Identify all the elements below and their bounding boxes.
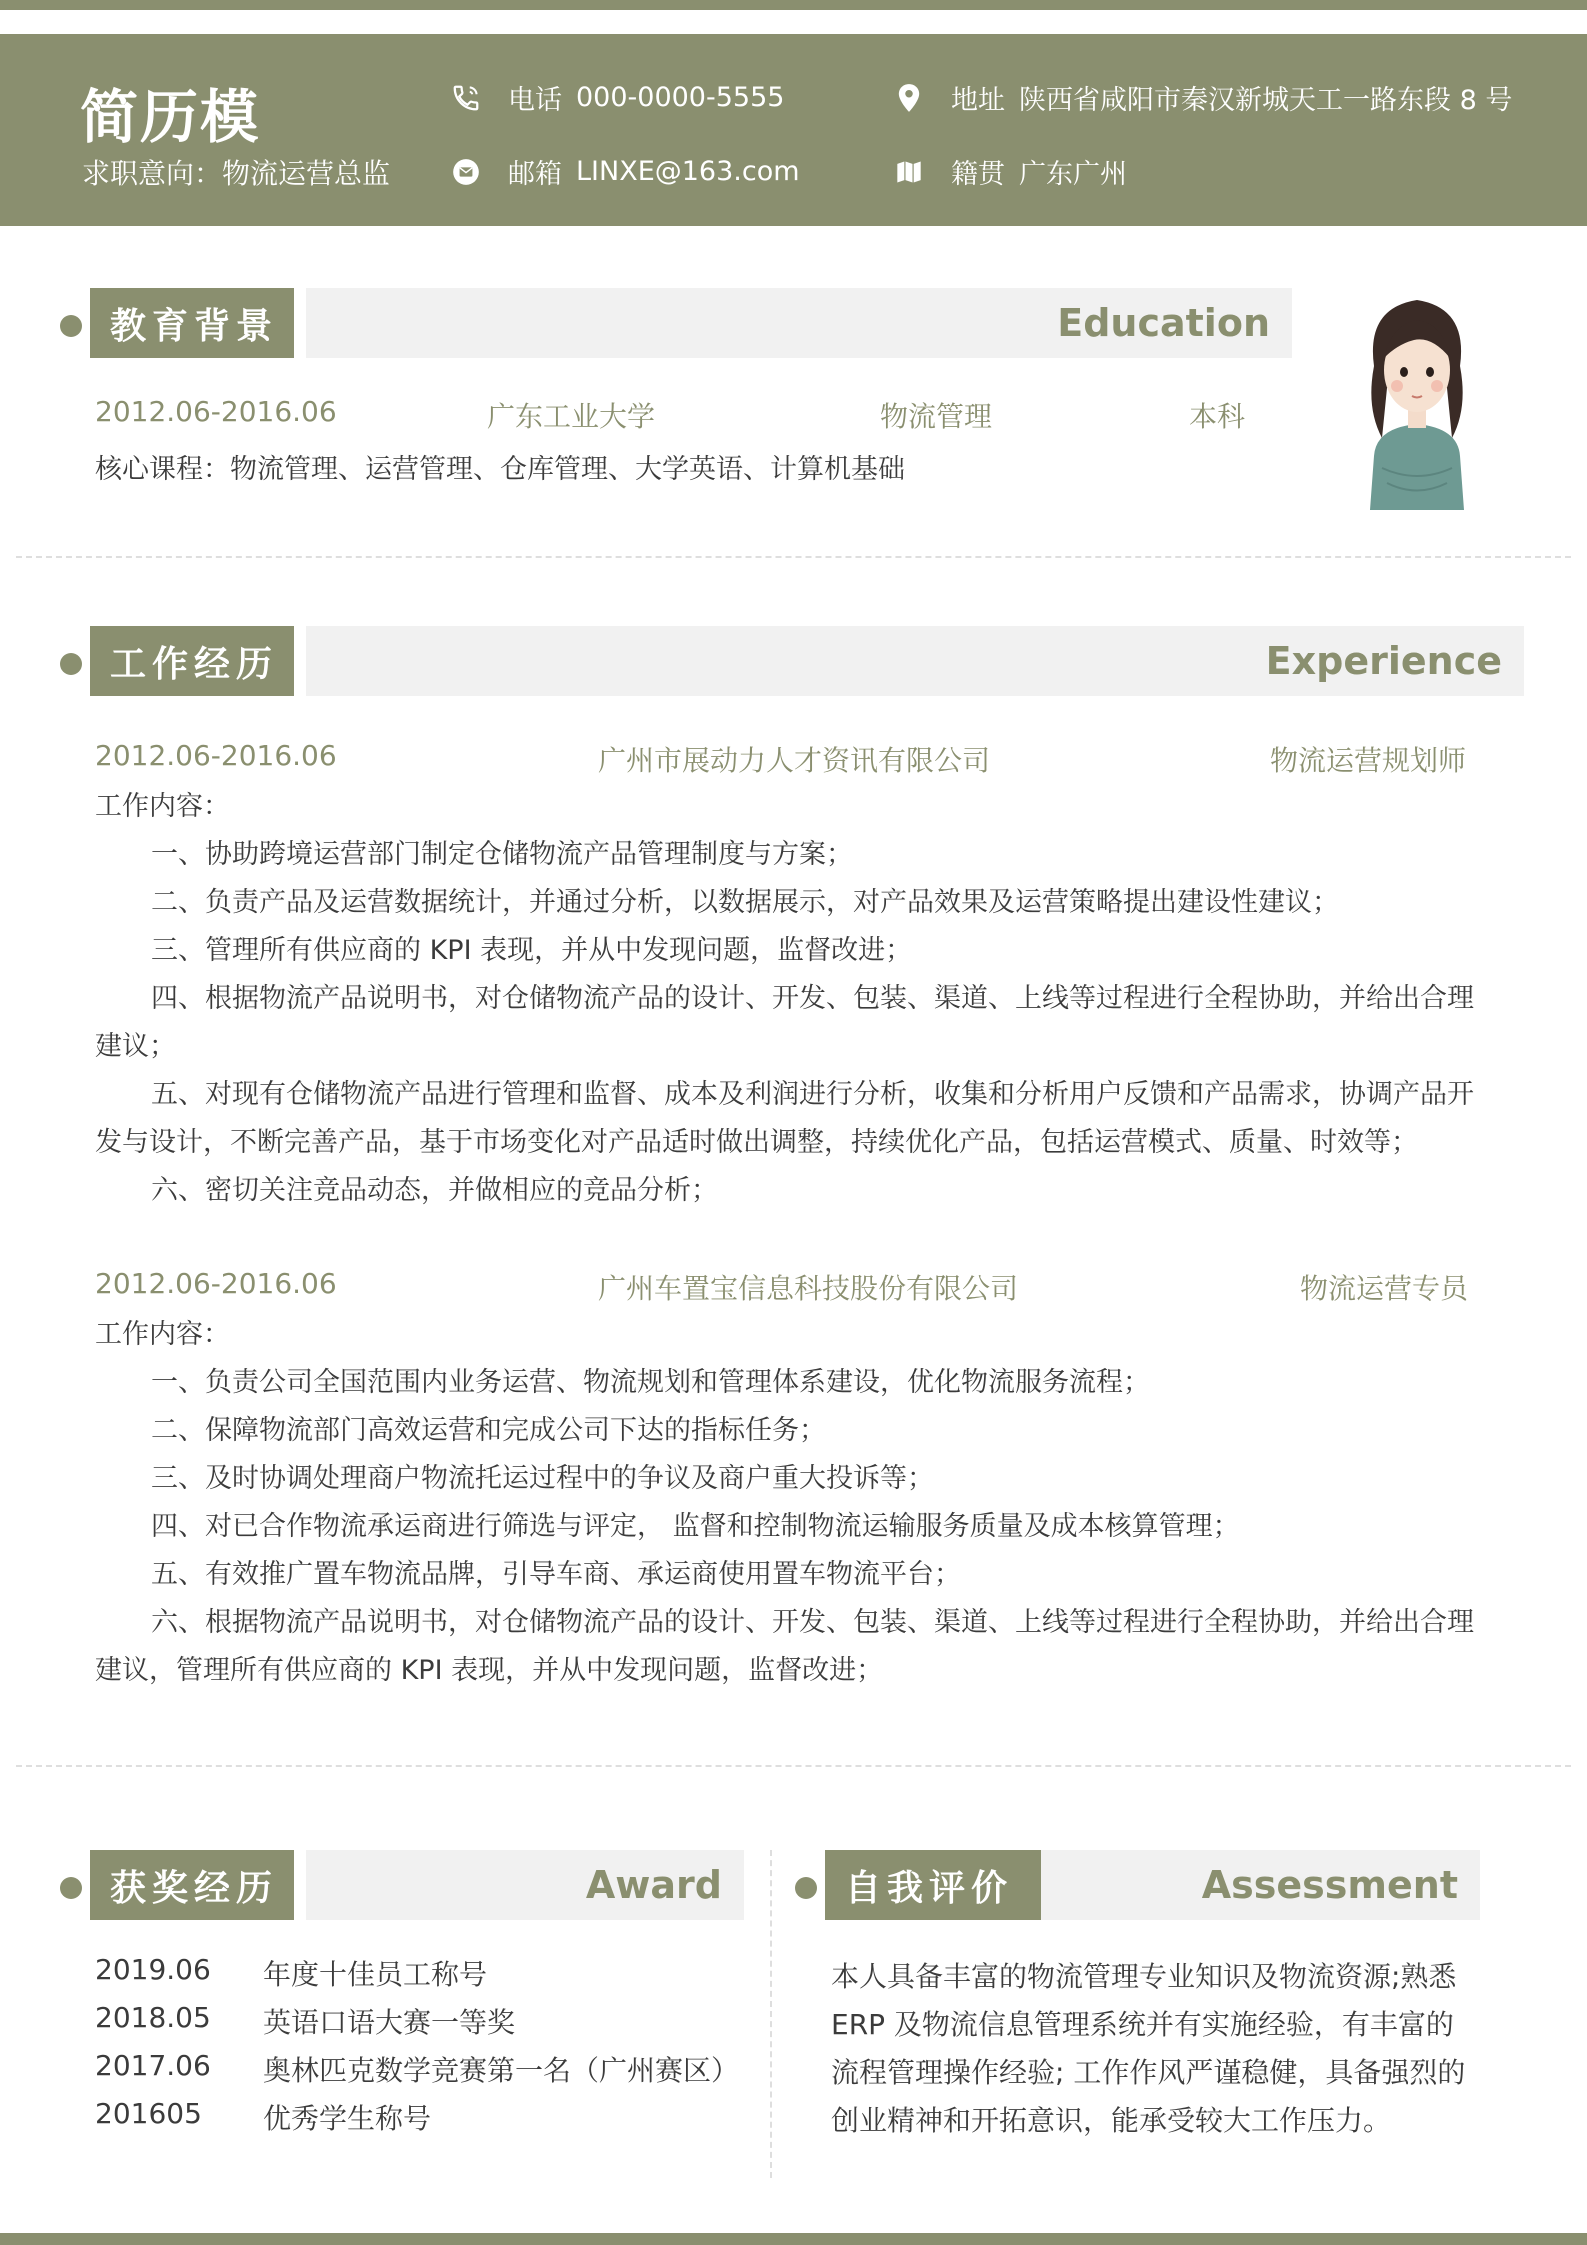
- award-item: [95, 2001, 739, 2049]
- top-accent-line: [0, 0, 1587, 10]
- phone-label: 电话: [508, 85, 562, 116]
- award-section-header: [60, 1850, 744, 1920]
- address-label: 地址: [951, 85, 1005, 116]
- job-item: 六、根据物流产品说明书，对仓储物流产品的设计、开发、包装、渠道、上线等过程进行全程协助，并给出合理建议，管理所有供应商的 KPI 表现，并从中发现问题，监督改进；: [95, 1607, 1474, 1686]
- award-name: 奥林匹克数学竞赛第一名（广州赛区）: [263, 2054, 740, 2087]
- education-period: 2012.06-2016.06: [95, 395, 337, 428]
- bullet-dot: [60, 315, 82, 337]
- section-divider: [16, 556, 1571, 558]
- column-divider: [770, 1850, 772, 2178]
- assessment-section-header: [795, 1850, 1480, 1920]
- avatar: [1352, 288, 1482, 514]
- contact-origin: [893, 152, 1127, 191]
- job-item: 一、负责公司全国范围内业务运营、物流规划和管理体系建设，优化物流服务流程；: [151, 1367, 1150, 1398]
- experience-section-header: [60, 626, 1524, 696]
- contact-email: [450, 152, 800, 191]
- origin-label: 籍贯: [951, 159, 1005, 190]
- bullet-dot: [795, 1877, 817, 1899]
- job-item: 四、对已合作物流承运商进行筛选与评定， 监督和控制物流运输服务质量及成本核算管理；: [151, 1511, 1240, 1542]
- job-item: 三、及时协调处理商户物流托运过程中的争议及商户重大投诉等；: [151, 1463, 934, 1494]
- award-year: 2018.05: [95, 2001, 211, 2034]
- mail-icon: [450, 156, 482, 188]
- contact-phone: [450, 78, 784, 117]
- job-item: 四、根据物流产品说明书，对仓储物流产品的设计、开发、包装、渠道、上线等过程进行全程协助，并给出合理建议；: [95, 983, 1474, 1062]
- job-content: [95, 783, 1495, 1215]
- assessment-title: 自我评价: [825, 1850, 1059, 1920]
- award-item: [95, 2097, 739, 2145]
- assessment-title-en: Assessment: [1041, 1850, 1480, 1920]
- work-content-label: 工作内容：: [95, 1319, 230, 1350]
- award-list: [95, 1953, 739, 2145]
- phone-icon: [450, 82, 482, 114]
- job-item: 五、有效推广置车物流品牌，引导车商、承运商使用置车物流平台；: [151, 1559, 961, 1590]
- bullet-dot: [60, 1877, 82, 1899]
- job-item: 二、保障物流部门高效运营和完成公司下达的指标任务；: [151, 1415, 826, 1446]
- work-content-label: 工作内容：: [95, 791, 230, 822]
- award-name: 英语口语大赛一等奖: [263, 2006, 516, 2039]
- award-year: 2019.06: [95, 1953, 211, 1986]
- resume-name: 简历模: [80, 83, 261, 151]
- award-item: [95, 2049, 739, 2097]
- award-year: 201605: [95, 2097, 202, 2130]
- job-position: 物流运营规划师: [1270, 744, 1467, 777]
- award-title-en: Award: [306, 1850, 744, 1920]
- job-item: 一、协助跨境运营部门制定仓储物流产品管理制度与方案；: [151, 839, 853, 870]
- phone-value: 000-0000-5555: [576, 82, 785, 113]
- email-value: LINXE@163.com: [576, 156, 800, 187]
- header-banner: [0, 34, 1587, 226]
- job-period: 2012.06-2016.06: [95, 739, 337, 772]
- map-icon: [893, 156, 925, 188]
- award-item: [95, 1953, 739, 2001]
- experience-title-en: Experience: [306, 626, 1524, 696]
- award-year: 2017.06: [95, 2049, 211, 2082]
- job-item: 三、管理所有供应商的 KPI 表现，并从中发现问题，监督改进；: [151, 935, 913, 966]
- education-title: 教育背景: [90, 288, 294, 358]
- education-section-header: [60, 288, 1292, 358]
- bullet-dot: [60, 653, 82, 675]
- email-label: 邮箱: [508, 159, 562, 190]
- award-name: 优秀学生称号: [263, 2102, 432, 2135]
- bottom-accent-line: [0, 2233, 1587, 2245]
- education-degree: 本科: [1189, 400, 1246, 433]
- experience-title: 工作经历: [90, 626, 294, 696]
- job-company: 广州市展动力人才资讯有限公司: [598, 744, 991, 777]
- contact-address: [893, 78, 1512, 117]
- job-item: 二、负责产品及运营数据统计，并通过分析，以数据展示，对产品效果及运营策略提出建设性建议；: [151, 887, 1339, 918]
- job-item: 六、密切关注竞品动态，并做相应的竞品分析；: [151, 1175, 718, 1206]
- job-period: 2012.06-2016.06: [95, 1267, 337, 1300]
- job-content: [95, 1311, 1495, 1695]
- job-intent: 求职意向：物流运营总监: [82, 157, 391, 190]
- job-company: 广州车置宝信息科技股份有限公司: [598, 1272, 1019, 1305]
- education-title-en: Education: [306, 288, 1292, 358]
- job-position: 物流运营专员: [1300, 1272, 1469, 1305]
- education-courses: 核心课程：物流管理、运营管理、仓库管理、大学英语、计算机基础: [95, 454, 905, 485]
- section-divider: [16, 1765, 1571, 1767]
- address-value: 陕西省咸阳市秦汉新城天工一路东段 8 号: [1019, 85, 1513, 116]
- education-major: 物流管理: [880, 400, 993, 433]
- award-title: 获奖经历: [90, 1850, 294, 1920]
- job-item: 五、对现有仓储物流产品进行管理和监督、成本及利润进行分析，收集和分析用户反馈和产品需求，协调产品开发与设计，不断完善产品，基于市场变化对产品适时做出调整，持续优化产品，包括运营模式、质量、时效等；: [95, 1079, 1474, 1158]
- location-pin-icon: [893, 82, 925, 114]
- award-name: 年度十佳员工称号: [263, 1958, 488, 1991]
- origin-value: 广东广州: [1019, 159, 1127, 190]
- assessment-text: 本人具备丰富的物流管理专业知识及物流资源;熟悉 ERP 及物流信息管理系统并有实施经验，有丰富的流程管理操作经验; 工作作风严谨稳健，具备强烈的创业精神和开拓意识，能承受较大工作压力。: [831, 1960, 1466, 2137]
- education-school: 广东工业大学: [487, 400, 656, 433]
